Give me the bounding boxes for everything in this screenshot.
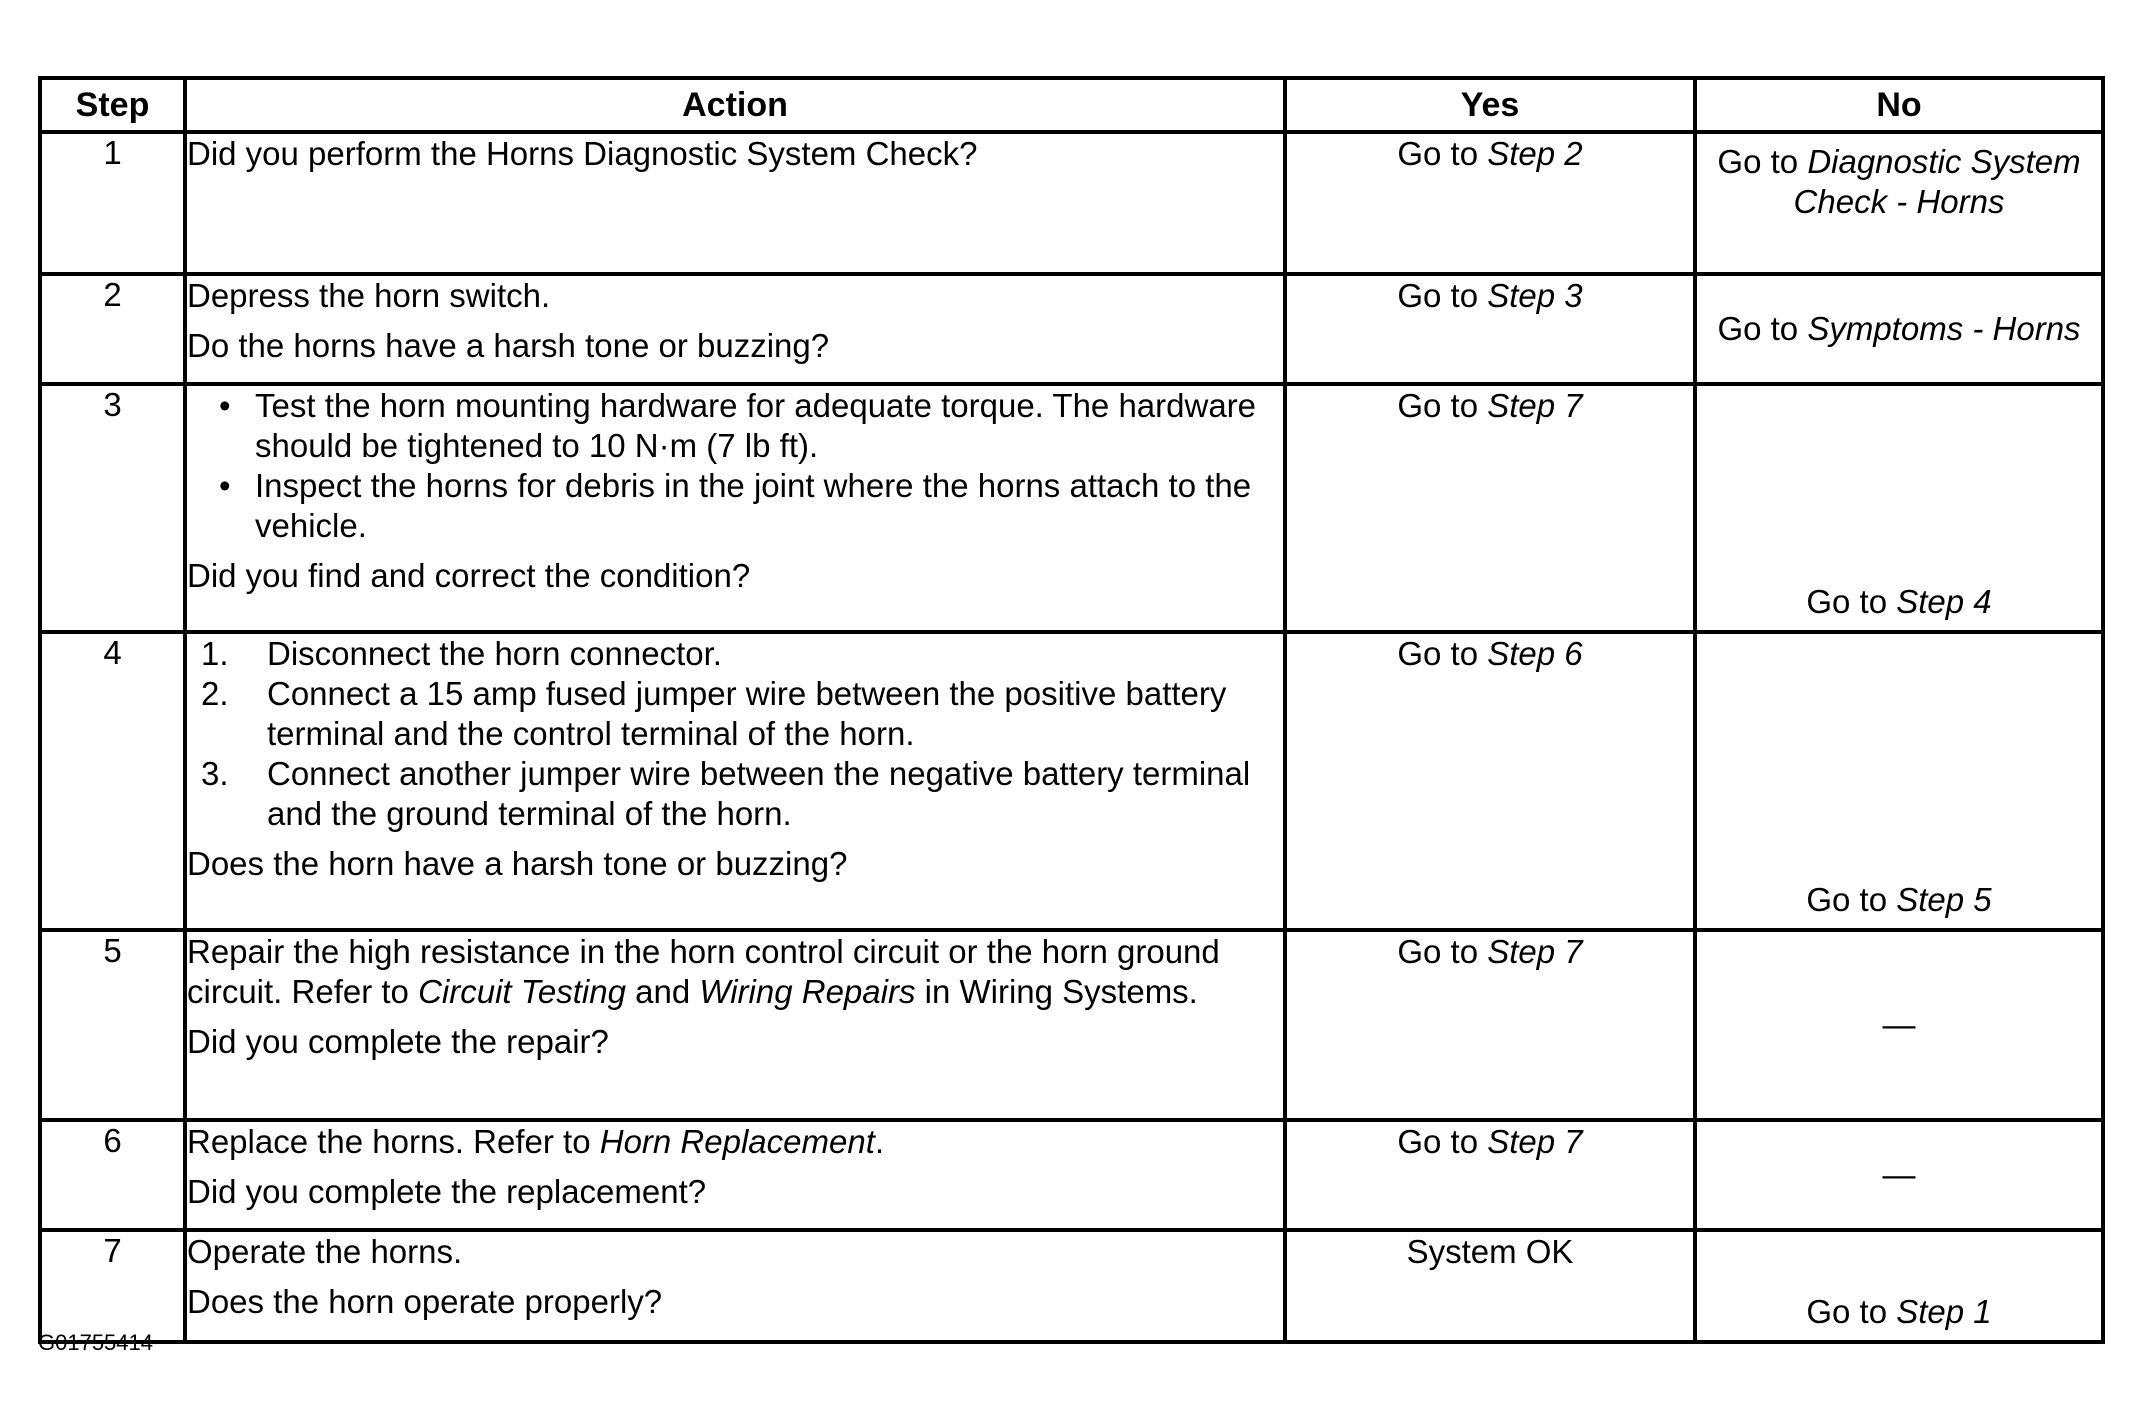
action-text	[187, 1122, 1283, 1162]
header-yes: Yes	[1285, 78, 1695, 132]
no-cell	[1695, 930, 2103, 1120]
no-link[interactable]: Symptoms - Horns	[1807, 310, 2081, 347]
action-bullet	[187, 466, 1283, 546]
step-marker: 2.	[201, 675, 229, 712]
no-prefix: Go to	[1806, 583, 1897, 620]
table-row	[40, 274, 2103, 384]
yes-cell	[1285, 632, 1695, 930]
action-bullet	[187, 386, 1283, 466]
table-row	[40, 1120, 2103, 1230]
yes-cell	[1285, 1230, 1695, 1342]
step-number: 2	[40, 274, 185, 384]
table-header-row	[40, 78, 2103, 132]
step-number: 5	[40, 930, 185, 1120]
numbered-step-text: Connect a 15 amp fused jumper wire between the positive battery terminal and the control terminal of the horn.	[267, 675, 1227, 752]
step-number: 3	[40, 384, 185, 632]
reference-link[interactable]: Horn Replacement	[599, 1123, 875, 1160]
action-text: Depress the horn switch.	[187, 277, 551, 314]
action-cell	[185, 384, 1285, 632]
action-cell	[185, 930, 1285, 1120]
no-prefix: Go to	[1717, 310, 1808, 347]
no-cell	[1695, 384, 2103, 632]
reference-link[interactable]: Wiring Repairs	[699, 973, 916, 1010]
no-prefix: Go to	[1717, 143, 1808, 180]
yes-prefix: Go to	[1397, 1123, 1488, 1160]
table-row	[40, 384, 2103, 632]
no-link[interactable]: Step 1	[1896, 1293, 1992, 1330]
table-row	[40, 132, 2103, 274]
no-dash: —	[1882, 1156, 1916, 1193]
header-no: No	[1695, 78, 2103, 132]
header-action: Action	[185, 78, 1285, 132]
yes-link[interactable]: Step 6	[1487, 635, 1583, 672]
header-step: Step	[40, 78, 185, 132]
yes-cell	[1285, 1120, 1695, 1230]
no-dash: —	[1882, 1006, 1916, 1043]
step-number: 7	[40, 1230, 185, 1342]
yes-result: System OK	[1406, 1233, 1574, 1270]
step-number: 6	[40, 1120, 185, 1230]
action-question: Do the horns have a harsh tone or buzzing?	[187, 327, 830, 364]
action-cell	[185, 132, 1285, 274]
no-cell	[1695, 1230, 2103, 1342]
yes-prefix: Go to	[1397, 635, 1488, 672]
numbered-step-text: Disconnect the horn connector.	[267, 635, 722, 672]
action-numbered-step	[187, 634, 1283, 674]
action-cell	[185, 1120, 1285, 1230]
bullet-text: Test the horn mounting hardware for adequate torque. The hardware should be tightened to 10 N·m (7 lb ft).	[255, 387, 1257, 464]
yes-link[interactable]: Step 7	[1487, 387, 1583, 424]
yes-cell	[1285, 384, 1695, 632]
action-text-part: .	[874, 1123, 885, 1160]
action-text-part: and	[625, 973, 700, 1010]
table-row	[40, 632, 2103, 930]
yes-cell	[1285, 274, 1695, 384]
yes-prefix: Go to	[1397, 387, 1488, 424]
no-link[interactable]: Step 5	[1896, 881, 1992, 918]
yes-link[interactable]: Step 2	[1487, 135, 1583, 172]
no-link[interactable]: Step 4	[1896, 583, 1992, 620]
yes-cell	[1285, 132, 1695, 274]
yes-prefix: Go to	[1397, 277, 1488, 314]
action-text: Operate the horns.	[187, 1233, 463, 1270]
no-cell	[1695, 632, 2103, 930]
action-numbered-step	[187, 754, 1283, 834]
yes-prefix: Go to	[1397, 933, 1488, 970]
step-number: 4	[40, 632, 185, 930]
action-question: Did you complete the replacement?	[187, 1173, 707, 1210]
reference-link[interactable]: Circuit Testing	[418, 973, 626, 1010]
bullet-text: Inspect the horns for debris in the joint where the horns attach to the vehicle.	[255, 467, 1252, 544]
step-marker: 1.	[201, 635, 229, 672]
action-cell	[185, 632, 1285, 930]
action-question: Did you find and correct the condition?	[187, 557, 751, 594]
bullet-icon: •	[219, 387, 231, 424]
yes-link[interactable]: Step 7	[1487, 1123, 1583, 1160]
action-text: Did you perform the Horns Diagnostic System Check?	[187, 135, 978, 172]
table-row	[40, 930, 2103, 1120]
diagnostic-table	[38, 76, 2105, 1344]
diagnostic-document	[38, 76, 2101, 1344]
no-cell	[1695, 1120, 2103, 1230]
action-text-part: Repair the high resistance in the horn control circuit or the horn ground circuit. Refer to	[187, 933, 1220, 1010]
yes-cell	[1285, 930, 1695, 1120]
action-text	[187, 932, 1283, 1012]
no-prefix: Go to	[1806, 1293, 1897, 1330]
figure-id: G01755414	[38, 1330, 153, 1355]
action-text-part: in Wiring Systems.	[915, 973, 1198, 1010]
action-question: Does the horn operate properly?	[187, 1283, 663, 1320]
yes-link[interactable]: Step 7	[1487, 933, 1583, 970]
step-number: 1	[40, 132, 185, 274]
yes-link[interactable]: Step 3	[1487, 277, 1583, 314]
no-cell	[1695, 132, 2103, 274]
action-numbered-step	[187, 674, 1283, 754]
no-cell	[1695, 274, 2103, 384]
action-cell	[185, 1230, 1285, 1342]
numbered-step-text: Connect another jumper wire between the negative battery terminal and the ground terminal of the horn.	[267, 755, 1251, 832]
bullet-icon: •	[219, 467, 231, 504]
yes-prefix: Go to	[1397, 135, 1488, 172]
action-text-part: Replace the horns. Refer to	[187, 1123, 600, 1160]
action-cell	[185, 274, 1285, 384]
no-link[interactable]: Diagnostic System Check - Horns	[1793, 143, 2081, 220]
table-row	[40, 1230, 2103, 1342]
action-question: Did you complete the repair?	[187, 1023, 609, 1060]
action-question: Does the horn have a harsh tone or buzzing?	[187, 845, 848, 882]
step-marker: 3.	[201, 755, 229, 792]
no-prefix: Go to	[1806, 881, 1897, 918]
